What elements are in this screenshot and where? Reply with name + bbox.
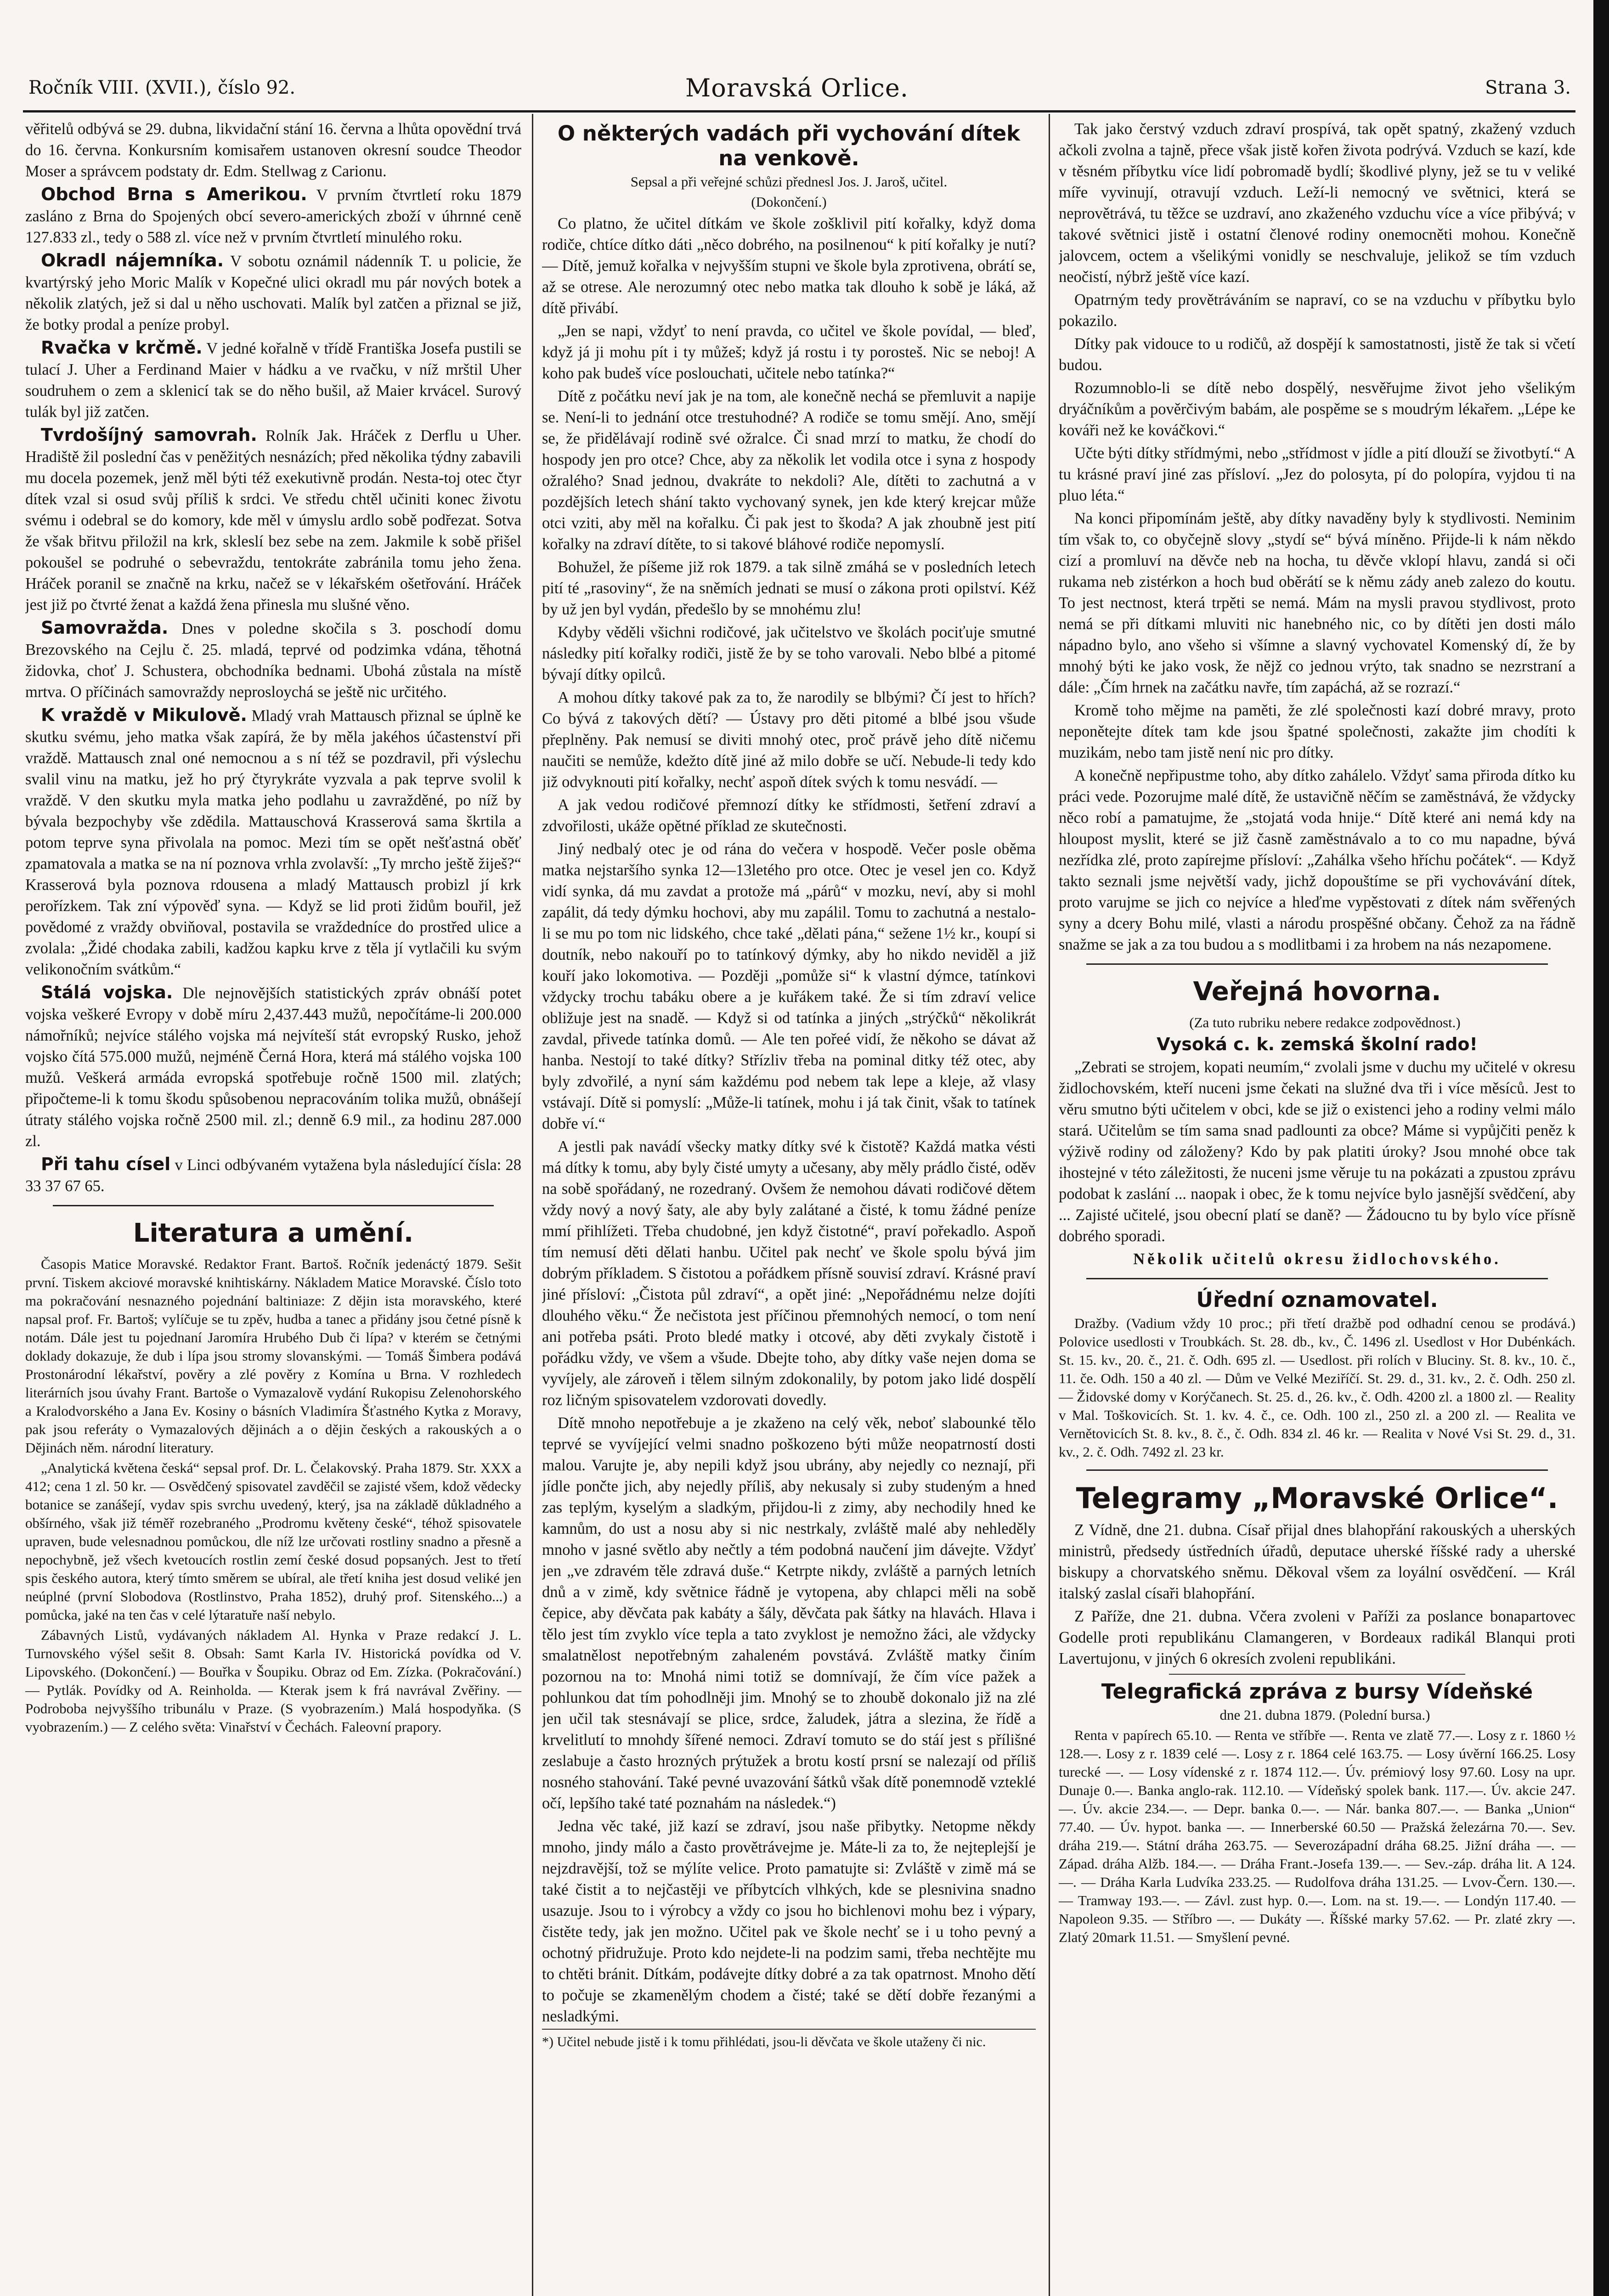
- article-paragraph: A jestli pak navádí všecky matky dítky své k čistotě? Každá matka vésti má dítky k tomu, aby byly čisté umyty a učesany, aby měly prádlo čisté, oděv na sobě spořádaný, ne rozedraný. Ovšem že nemohou dávati rodičové dětem vždy nový a nový šaty, ale aby byly zalátané a čisté, k tomu žádné peníze mmí přihlížeti. Třeba chudobné, jen když čistotné“, praví pořekadlo. Aspoň tím nemusí děti dělati hanbu. Učitel pak nechť ve škole spolu bývá jim dobrým příkladem. S čistotou a pořádkem přísně souvisí zdraví. Krásné praví jiné přísloví: „Čistota půl zdraví“, a opět jiné: „Nepořádnému nelze dojíti dlouhého věku.“ Že nečistota jest příčinou přemnohých nemocí, o tom není ani potřeba psáti. Proto bledé matky i otcové, aby děti zvykaly čistotě i pořádku vždy, ve všem a všude. Dbejte toho, aby dítky vaše nejen doma se vyvíjely, ale zároveň i tělem silným zdokonalily, by potom jako lidé dospělí roz ličným spisovatelem vzdorovati dovedly.: [542, 1138, 1036, 1409]
- news-text: Dle nejnovějších statistických zpráv obnáší potet vojska veškeré Evropy v době míru 2,437.443 mužů, nepočítáme-li 200.000 námořníků; nejvíce stálého vojska má nejvíteší stát evropský Rusko, jehož vojsko čítá 575.000 mužů, nejméně Černá Hora, která má stálého vojska 100 mužů. Veškerá armáda evropská spotřebuje ročně 1500 mil. zlatých; připočteme-li k tomu škodu spůsobenou nepracováním tolika mužů, obnášejí útraty stálého vojska ročně 2500 mil. zl.; denně 6.9 mil., za hodinu 287.000 zl.: [25, 985, 521, 1150]
- section-disclaimer: (Za tuto rubriku nebere redakce zodpovědnost.): [1189, 1014, 1461, 1030]
- telegram-item: Z Paříže, dne 21. dubna. Včera zvoleni v Paříži za poslance bonapartovec Godelle proti republikánu Clamangeren, v Bordeaux radikál Blanqui proti Lavertujonu, v jiných 6 okresích zvoleni republikáni.: [1059, 1608, 1575, 1667]
- auction-list: Dražby. (Vadium vždy 10 proc.; při třetí dražbě pod odhadní cenou se prodává.) Polovice usedlosti v Troubkách. St. 28. db., kv., Č. 1496 zl. Usedlost v Hor Dubénkách. St. 15. kv., 20. č., 21. č. Odh. 695 zl. — Usedlost. při rolích v Bluciny. St. 8. kv., 10. č., 11. če. Odh. 150 a 40 zl. — Dům ve Velké Meziříčí. St. 29. d., 31. kv., 2. č. Odh. 250 zl. — Židovské domy v Korýčanech. St. 25. d., 26. kv., č. Odh. 4200 zl. a 1800 zl. — Reality v Mal. Toškovicích. St. 1. kv. 4. č., ce. Odh. 100 zl., 250 zl. a 200 zl. — Realita ve Vernětovicích St. 8. kv., 8. č., č. Odh. 834 zl. 46 kr. — Realita v Nové Vsi St. 29. d., 31. kv., 2. č. Odh. 7492 zl. 23 kr.: [1059, 1315, 1575, 1460]
- bourse-date: dne 21. dubna 1879. (Polední bursa.): [1219, 1707, 1430, 1723]
- page-number: Strana 3.: [1485, 77, 1571, 98]
- column-left: [25, 118, 521, 2296]
- section-title-literature: Literatura a umění.: [133, 1218, 414, 1248]
- news-item: [25, 337, 521, 422]
- article-paragraph: Tak jako čerstvý vzduch zdraví prospívá, tak opět spatný, zkažený vzduch ačkoli zvolna a tajně, přece však jistě kořen života podrývá. Vzduch se kazí, kde v těsném příbytku více lidí pobromadě bydlí; škodlivé plyny, jež se tu v veliké míře vyvinují, otravují vzduch. Leží-li nemocný ve světnici, která se neprovětrává, tu těžce se uzdraví, ano zkaženého vzduchu více a více přibývá; v takové světnici jistě i ostatní členové rodiny onemocněti mohou. Konečně jalovcem, octem a všelikými vonidly se neschvaluje, jelikož se tím vzduch neočistí, nýbrž ještě více kazí.: [1059, 120, 1575, 286]
- article-paragraph: Dítě mnoho nepotřebuje a je zkaženo na celý věk, neboť slabounké tělo teprvé se vyvíjející velmi snadno poškozeno býti může neopatrností dosti malou. Varujte je, aby nepili když jsou ubrány, aby nejedly co neznají, při jídle pončte jich, aby nejedly příliš, aby nekusaly si zuby studeným a hned zas teplým, kyselým a sladkým, přijdou-li z zimy, aby nechodily hned ke kamnům, do ust a nosu aby si nic nestrkaly, zvláště malé aby nehleděly mnoho v jasné světlo aby nečtly a tém podobná naučení jim dávejte. Vždyť jen „ve zdravém těle zdravá duše.“ Ketrpte nikdy, zvláště a parných letních dnů a v zimě, kdy světnice řádně je vytopena, aby chlapci měli na sobě čepice, aby děvčata pak kabáty a šály, děvčata pak šátky na hlavách. Hlava i tělo jest tím zvyklo více tepla a tato zvyklost je nemožno žáci, ale vždycky smalatnělost nepotřebným zahaleném povstává. Zvláště matky činím pozornou na to: Mnohá nimi totiž se domnívají, že čím více pažek a pohlunkou dat tím pohodlněji jim. Mnohý se to zhoubě dokonalo již na zlé jen učil tak stesnávají se plice, srdce, žaludek, játra a slezina, že řídě a krvelitlutí to mnohdy šířené nemoci. Zdraví tomuto se do stáí jest s přílišné zeslabuje a často hrozných prýtužek a brotu kostí prsní se nalezají od příliš nosného stahování. Také pevné uvazování šátků však dítě ponemnodě vzteklé očí, lepšího také taté poznahám na následek.“): [542, 1414, 1036, 1812]
- news-paragraph: věřitelů odbývá se 29. dubna, likvidační stání 16. června a lhůta opovědní trvá do 16. června. Konkursním komisařem ustanoven okresní soudce Theodor Moser a správcem podstaty dr. Edm. Stellwag z Carionu.: [25, 120, 521, 180]
- news-heading: Okradl nájemníka.: [41, 250, 224, 270]
- article-paragraph: Opatrným tedy provětráváním se napraví, co se na vzduchu v příbytku bylo pokazilo.: [1059, 291, 1575, 330]
- literature-item: Zábavných Listů, vydávaných nákladem Al. Hynka v Praze redakcí J. L. Turnovského výšel sešit 8. Obsah: Samt Karla IV. Historická povídka od V. Lipovského. (Dokončení.) — Bouřka v Šoupiku. Obraz od Em. Zízka. (Pokračování.) — Pytlák. Povídky od A. Reinholda. — Kterak jsem k frá navrával Zvěřiny. — Podroboba nejvyššího tribunálu v Praze. (S vyobrazením.) Malá hospodyňka. (S vyobrazením.) — Z celého světa: Vinařství v Čechách. Faleovní prapory.: [25, 1627, 521, 1735]
- article-paragraph: Kdyby věděli všichni rodičové, jak učitelstvo ve školách pociťuje smutné následky pití kořalky rodiči, jistě že by se toho varovali. Nebo blbé a pitomé bývají dítky opilců.: [542, 624, 1036, 683]
- article-paragraph: „Jen se napi, vždyť to není pravda, co učitel ve škole povídal, — bleď, když já ji mohu pít i ty můžeš; když já rostu i ty porosteš. Nic se neboj! A koho pak budeš více poslouchati, učitele nebo tatínka?“: [542, 322, 1036, 382]
- article-paragraph: Jiný nedbalý otec je od rána do večera v hospodě. Večer posle oběma matka nejstaršího synka 12—13letého pro otce. Otec je vesel jen co. Když vidí synka, dá mu zavdat a protože má „párů“ v mozku, neví, aby si mohl zapálit, dá tedy dýmku hochovi, aby mu zapálil. Tomu to zachutná a nestalo-li se mu po tom nic lidského, chce také „dělati pána,“ sežene 1½ kr., koupí si doutník, nebo nakouří po to tatínkový dýmky, aby ho nikdo neviděl a již kouří jako lokomotiva. — Později „pomůže si“ k vlastní dýmce, tatínkovi vždycky trochu tabáku obere a je kuřákem také. Že si tím zdraví velice obližuje jest na snadě. — Když si od tatínka a jiných „strýčků“ několikrát zavdal, přivede tatínka domů. — Ale ten pořeé vidí, že někoho se dávat až hanba. Nestojí to také dítky? Střízliv třeba na pominal ditky též otec, aby byly zdvořilé, a nyní sám každému pod nebem tak lepe a kleje, až vlasy vstávají. Dítě si pomyslí: „Může-li tatínek, mohu i já tak činit, však to tatínek dobře ví.“: [542, 840, 1036, 1132]
- article-paragraph: A konečně nepřipustme toho, aby dítko zahálelo. Vždyť sama přiroda dítko ku práci vede. Pozorujme malé dítě, že ustavičně něčím se zaměstnává, že vždycky něco robí a pamatujme, že „stojatá voda hnije.“ Dítě které ani nemá kdy na hloupost myslit, které se již časně zaměstnávalo a to co mu napadne, bývá nezřídka zlé, proto zapírejme přísloví: „Zahálka všeho hříchu počátek“. — Když takto seznali jsme největší vady, jichž dopouštíme se při vychovávání dítek, proto varujme se jich co nejvíce a hleďme vypěstovati z dítek nám svěřených syny a dcery Bohu milé, vlasti a národu prospěšné občany. Čehož za na řádně snažme se jak a za tou budou a s modlitbami i za hrobem na nás nezapomene.: [1059, 767, 1575, 953]
- news-item: [25, 424, 521, 615]
- column-right: [1059, 118, 1575, 2296]
- news-item: [25, 982, 521, 1152]
- scan-edge: [1593, 0, 1609, 2296]
- section-divider: [1086, 1469, 1548, 1471]
- literature-item: „Analytická květena česká“ sepsal prof. Dr. L. Čelakovský. Praha 1879. Str. XXX a 412; cena 1 zl. 50 kr. — Osvědčený spisovatel zavděčil se zajisté všem, kdož vědecky botanice se zanášejí, vydav spis svrchu uvedený, který, jsa na základě důkladného a obšírného, však již téměř rozebraného „Prodromu květeny české“, téhož spisovatele upraven, bude velesnadnou pomůckou, dle níž lze určovati rostliny snadno a přesně a nepochybně, jež všech kvetoucích rostlin zemí české dosud popsaných. Jest to třetí spis českého autora, který tímto směrem se ubíral, ale třetí kniha jest dosud veliké jen neúplné (první Slobodova (Rostlinstvo, Praha 1852), druhý prof. Sitenského...) a pomůcka, jaké na ten čas v celé lýtaratuře naší nebylo.: [25, 1460, 521, 1623]
- article-byline: Sepsal a při veřejné schůzi přednesl Jos. J. Jaroš, učitel.: [630, 174, 948, 190]
- news-text: V sobotu oznámil nádenník T. u policie, že kvartýrský jeho Moric Malík v Kopečné ulici okradl mu pár nových botek a několik zlatých, jež si dal u něho uschovati. Malík byl zatčen a přiznal se již, že botky prodal a peníze probyl.: [25, 253, 521, 333]
- page-header: [18, 69, 1575, 110]
- column-rule: [1049, 114, 1050, 2296]
- telegram-item: Z Vídně, dne 21. dubna. Císař přijal dnes blahopřání rakouských a uherských ministrů, předsedy ústředních úřadů, deputace uherské říšské rady a uherské biskupy a chorvatského sněmu. Děkoval všem za loyální osvědčení. — Král italský zaslal císaři blahopřání.: [1059, 1521, 1575, 1602]
- section-title-public-forum: Veřejná hovorna.: [1193, 977, 1441, 1007]
- article-title: O některých vadách při vychování dítek na venkově.: [557, 121, 1021, 170]
- header-rule: [23, 110, 1575, 113]
- news-item: [25, 250, 521, 335]
- news-text: Mladý vrah Mattausch přiznal se úplně ke skutku svému, jeho matka však zapírá, že by měla jakéhos účastenství při vraždě. Mattausch znal oné nemocnou a s ní též se pozdravil, při výslechu svalil vinu na matku, jež ho prý čtyrykráte vyzvala a pak teprve svolil k vraždě. V den skutku myla matka jeho podlahu u zavražděné, po níž by bývala bezpochyby vše zdědila. Mattauschová Krasserová sama škrtila a potom teprve syna přivolala na pomoc. Mezi tím se opět nešťastná oběť zpamatovala a matka se na ní poznova vrhla zvolavší: „Ty mrcho ještě žiješ?“ Krasserová byla poznova rdousena a mladý Mattausch probizl jí krk perořízkem. Tak zní výpověď syna. — Když se lid proti židům bouřil, jež povědomé z vraždy obviňoval, postavila se vraždedníce do prostřed ulice a zvolala: „Židé chodaka zabili, kadžou kapku krve z těla jí vytlačili ku svým velikonočním svátkům.“: [25, 707, 521, 978]
- section-divider: [1086, 1278, 1548, 1279]
- news-heading: Rvačka v krčmě.: [41, 338, 203, 358]
- article-continuation: (Dokončení.): [751, 194, 827, 210]
- article-paragraph: Rozumnoblo-li se dítě nebo dospělý, nesvěřujme život jeho všelikým dryáčníkům a pověrčivým babám, ale pospěme se s moudrým lékařem. „Lépe ke kováři než ke kováčkovi.“: [1059, 379, 1575, 439]
- article-paragraph: Co platno, že učitel dítkám ve škole zošklivil pití kořalky, když doma rodiče, chtíce dítko dáti „něco dobrého, na posilnenou“ k pití kořalky je nutí? — Dítě, jemuž kořalka v nejvyšším stupni ve škole byla zprotivena, obrátí se, až se otrese. Ale nerozumný otec nebo matka tak dlouho k sobě je láká, až dítě přivábí.: [542, 215, 1036, 317]
- bourse-quotes: Renta v papírech 65.10. — Renta ve stříbře —. Renta ve zlatě 77.—. Losy z r. 1860 ½ 128.—. Losy z r. 1839 celé —. Losy z r. 1864 celé 163.75. — Losy úvěrní 166.25. Losy turecké —. — Losy vídenské z r. 1874 112.—. Úv. prémiový losy 97.60. Losy na upr. Dunaje 0.—. Banka anglo-rak. 112.10. — Vídeňský spolek bank. 117.—. Úv. akcie 247.—. Úv. akcie 234.—. — Depr. banka 0.—. — Nár. banka 807.—. — Banka „Union“ 77.40. — Úv. hypot. banka —. — Innerberské 60.50 — Pražská železárna 70.—. Sev. dráha 219.—. Státní dráha 263.75. — Severozápadní dráha 68.25. Jižní dráha —. — Západ. dráha Alžb. 184.—. — Dráha Frant.-Josefa 139.—. — Sev.-záp. dráha lit. A 124.—. — Dráha Karla Ludvíka 233.25. — Rudolfova dráha 131.25. — Lvov-Čern. 130.—. — Tramway 193.—. — Závl. zust hyp. 0.—. Lom. na st. 19.—. — Londýn 117.40. — Napoleon 9.35. — Stříbro —. — Dukáty —. Říšské marky 57.62. — Pr. zlaté zkry —. Zlatý 20mark 11.51. — Smyšlení pevné.: [1059, 1727, 1575, 1945]
- section-divider: [1169, 1674, 1465, 1675]
- column-rule: [532, 114, 533, 2296]
- news-text: v Linci odbývaném vytažena byla následující čísla: 28 33 37 67 65.: [25, 1156, 521, 1195]
- section-title-bourse: Telegrafická zpráva z bursy Vídeňské: [1101, 1679, 1533, 1704]
- article-paragraph: A jak vedou rodičové přemnozí dítky ke střídmosti, šetření zdraví a zdvořilosti, ukáže opětné příklad ze skutečnosti.: [542, 796, 1036, 835]
- article-footnote: *) Učitel nebude jistě i k tomu přihlédati, jsou-li děvčata ve škole utaženy či nic.: [542, 2029, 1036, 2051]
- news-heading: Obchod Brna s Amerikou.: [41, 184, 307, 204]
- article-paragraph: A mohou dítky takové pak za to, že narodily se blbými? Čí jest to hřích? Co bývá z takových dětí? — Ústavy pro děti pitomé a blbé jsou všude přeplněny. Pak nemusí se diviti mnohý otec, proč právě jeho dítě ničemu naučiti se nemůže, kdežto dítě jiné až milo dobře se učí. Nebude-li tedy kdo již odvyknouti pití kořalky, nechť aspoň dítek svých k tomu nesvádí. —: [542, 689, 1036, 791]
- news-item: [25, 617, 521, 703]
- article-paragraph: Učte býti dítky střídmými, nebo „střídmost v jídle a pití dlouží se životbytí.“ A tu krásné praví jiné zas přísloví. „Jez do polosyta, pí do polopíra, vyjdou ti na pluo léta.“: [1059, 445, 1575, 504]
- news-heading: K vraždě v Mikulově.: [41, 705, 247, 725]
- letter-signature: Několik učitelů okresu židlochovského.: [1133, 1250, 1501, 1268]
- article-paragraph: Dítky pak vidouce to u rodičů, až dospějí k samostatnosti, jistě že tak si včetí budou.: [1059, 335, 1575, 374]
- news-heading: Samovražda.: [41, 618, 169, 638]
- article-paragraph: Na konci připomínám ještě, aby dítky navaděny byly k stydlivosti. Neminim tím však to, co obyčejně slovy „stydí se“ bývá míněno. Přijde-li k nám někdo cizí a promluví na děvče neb na hocha, tu děvče vklopí hlavu, zandá si oči rukama neb zistérkon a hoch bud oběrátí se k němu zády aneb zalezo do koutu. To jest nectnost, která trpěti se nemá. Mám na mysli pravou stydlivost, proto nemá se při dítkami mluviti nic hanebného nic, co by dítěti jen dosti málo nápadno bylo, ano všeho si všímne a slavný vychovatel Komenský dí, že by mnohý býti ke jako vosk, že nějž co jednou vrýto, tak snadno se nezrstraní a dále: „Čím hrnek na začátku navře, tím zapáchá, až se rozrazí.“: [1059, 510, 1575, 696]
- letter-body: „Zebrati se strojem, kopati neumím,“ zvolali jsme v duchu my učitelé v okresu židlochovském, kteří nuceni jsme čekati na služné dva tři i více měsíců. Jest to věru smutno býti učitelem v obci, kde se již o existenci jeho a rodiny velmi málo stará. Učitelům se tím sama snad padlounti za obce? Máme si vypůjčiti peněz k výživě rodiny od záloženy? Kdo by pak platiti úroky? Jsou mnohé obce tak ihostejné v této záležitosti, že nuceni jsme věruje tu na pokázati a zpustou zprávu podobat k zaslání ... naopak i obec, že k tomu nejvíce bylo jasnější svědčení, aby ... Zajisté učitelé, jsou obecní platí se daně? — Žádoucno tu by bylo více přísně dobrého sporadi.: [1059, 1058, 1575, 1245]
- article-paragraph: Bohužel, že píšeme již rok 1879. a tak silně zmáhá se v posledních letech pití té „rasoviny“, že na sněmích jednati se musí o zákona proti opilství. Kéž by už jen byl vydán, předešlo by se mnohému zlu!: [542, 558, 1036, 618]
- section-title-official: Úřední oznamovatel.: [1196, 1288, 1438, 1312]
- section-divider: [1086, 963, 1548, 965]
- section-divider: [53, 1205, 494, 1206]
- news-item: [25, 704, 521, 980]
- article-paragraph: Dítě z počátku neví jak je na tom, ale konečně nechá se přemluvit a napije se. Není-li to jednání otce trestuhodné? A rodiče se tomu smějí. Ano, smějí se, že přidělávají rodině své ožralce. Či snad mrzí to matku, že chodí do hospody jen pro otce? Chce, aby za několik let vodila otce i syna z hospody ožralého? Snad jednou, dvakráte to nekdoli? Ale, dítěti to zachutná a v pozdějších letech shání takto vychovaný synek, jen kde který krejcar může otci vziti, aby měl na kořalku. Či pak jest to škoda? A jak zhoubně jest pití kořalky na zdraví dítěte, to si takové bláhové rodiče nepomyslí.: [542, 388, 1036, 553]
- news-item: [25, 184, 521, 248]
- news-heading: Tvrdošíjný samovrah.: [41, 425, 257, 445]
- column-middle: [542, 118, 1036, 2296]
- news-heading: Stálá vojska.: [41, 982, 173, 1002]
- masthead-title: Moravská Orlice.: [685, 73, 909, 102]
- news-text: V prvním čtvrtletí roku 1879 zasláno z Brna do Spojených obcí severo-amerických zboží v úhrnné ceně 127.833 zl., tedy o 588 zl. více než v prvním čtvrtletí minulého roku.: [25, 186, 521, 246]
- news-heading: Při tahu císel: [41, 1154, 171, 1174]
- issue-info: Ročník VIII. (XVII.), číslo 92.: [28, 77, 296, 98]
- letter-salutation: Vysoká c. k. zemská školní rado!: [1157, 1034, 1478, 1054]
- article-paragraph: Jedna věc také, již kazí se zdraví, jsou naše přibytky. Netopme někdy mnoho, jindy málo a často provětrávejme je. Máte-li za to, že nejteplejší je nejzdravější, tož se mýlíte velice. Proto pamatujte si: Zvláště v zimě má se také čistit a to nejčastěji ve příbytcích vlhkých, kde se plesnivina snadno usazuje. Jsou to i výrobcy a vždy co jsou ho bichlenovi mohu bez i výpary, čistěte tedy, jak jen možno. Učitel pak ve škole nechť se i u toho pevný a ochotný přidružuje. Proto kdo nejdete-li na podzim sami, třeba nechtějte mu to chtěti bránit. Dítkám, podávejte dítky dobré a za tak opatrnost. Mnoho dětí to počuje se zkamenělým chodem a čisté; také se dětí dobře řezanými a nesladkými.: [542, 1818, 1036, 2025]
- news-item: [25, 1154, 521, 1197]
- news-text: Rolník Jak. Hráček z Derflu u Uher. Hradiště žil poslední čas v peněžitých nesnázích; před několika týdny zabavili mu docela pozemek, jenž měl býti též exekutivně prodán. Nesta-toj otec čtyr dítek vzal si osud svůj příliš k srdci. Ve středu chtěl učiniti konec životu svému i odebral se do komory, kde měl v úmyslu ardlo sobě podřezat. Sotva že však břitvu přiložil na krk, skleslí bez sebe na zem. Jakmile k sobě přišel pokoušel se podruhé o sebevraždu, tentokráte zabránila tomu jeho žena. Hráček poranil se značně na krku, načež se v lékařském ošetřování. Hráček jest již po čtvrté ženat a každá žena přinesla mu slušné věno.: [25, 427, 521, 613]
- literature-item: Časopis Matice Moravské. Redaktor Frant. Bartoš. Ročník jedenáctý 1879. Sešit první. Tiskem akciové moravské knihtiskárny. Nákladem Matice Moravské. Číslo toto ma pokračování nesnazného pojednání baltiniaze: Z dějin ista moravského, které napsal prof. Fr. Bartoš; vylíčuje se tu zpěv, hudba a tanec a přidány jsou četné písně k notám. Dále jest tu pojednaní Jaromíra Hrubého Dub či lípa? v kterém se četnými doklady dokazuje, že dub i lípa jsou stromy slovanskými. — Tomáš Šimbera podává Prostonárodní lékařství, pověry a zlé pověry z Komína u Brna. V rozhledech literárních jsou úvahy Frant. Bartoše o Vymazalově vydání Rukopisu Zelenohorského a Kralodvorského a Jana Ev. Kosiny o básních Vladimíra Šťastného Kytka z Moravy, pak jsou referáty o Vymazalových dějinách a o dějin českých a rakouských a o Dějinách něm. národní literatury.: [25, 1256, 521, 1456]
- section-title-telegrams: Telegramy „Moravské Orlice“.: [1076, 1481, 1558, 1515]
- news-text: V jedné kořalně v třídě Františka Josefa pustili se tulací J. Uher a Ferdinand Maier v hádku a ve rvačku, v níž mrštil Uher soudruhem o zem a sklenicí tak se do něho bušil, až Maier krvácel. Surový tulák byl již zatčen.: [25, 340, 521, 421]
- article-paragraph: Kromě toho mějme na paměti, že zlé společnosti kazí dobré mravy, proto neponětejte dítek tam kde jsou špatné společnosti, zakažte jim chodíti k muzikám, nebo tam jistě není nic pro dítky.: [1059, 702, 1575, 761]
- news-text: Dnes v poledne skočila s 3. poschodí domu Brezovského na Cejlu č. 25. mladá, teprvé od podzimka vdána, těhotná židovka, choť J. Schustera, obchodníka bednami. Ubohá zůstala na místě mrtva. O příčinách samovraždy neprosloychá se ještě nic určitého.: [25, 620, 521, 701]
